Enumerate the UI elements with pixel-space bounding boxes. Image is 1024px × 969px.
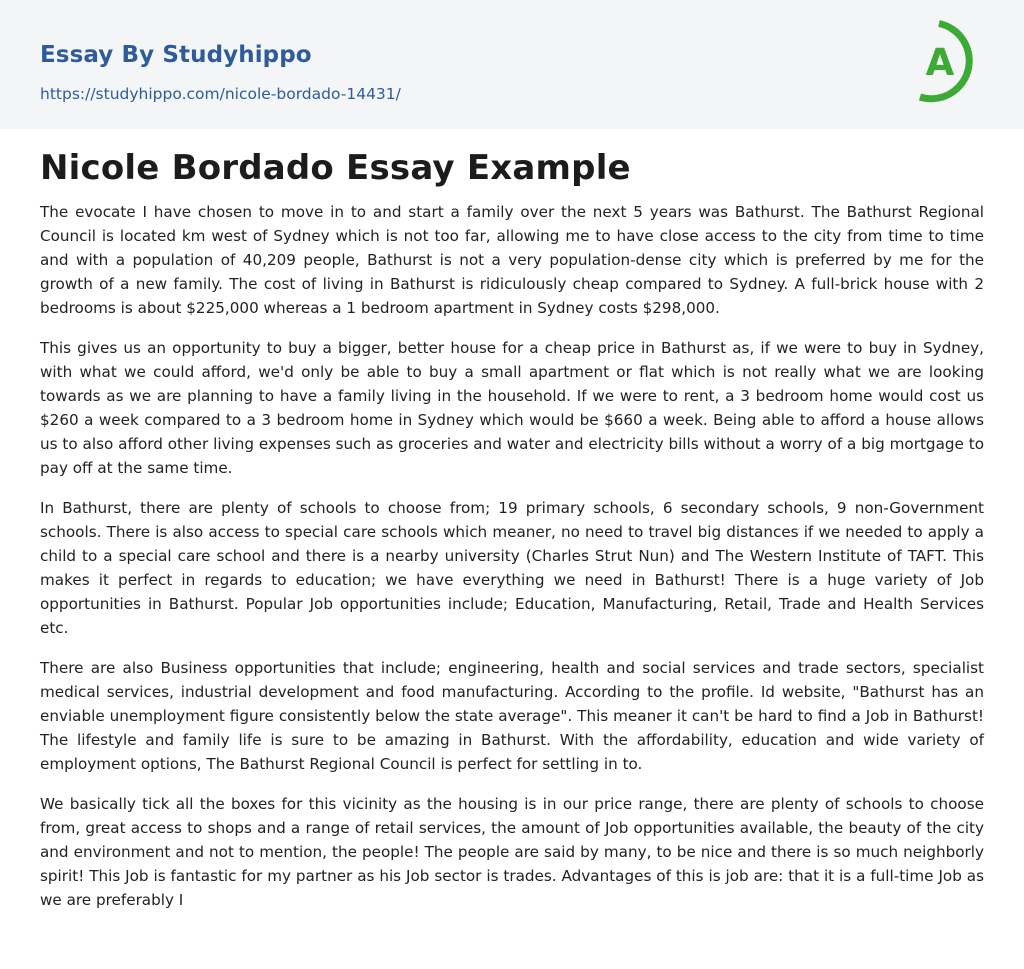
studyhippo-logo-icon[interactable] (910, 18, 988, 106)
essay-body (40, 200, 984, 928)
site-header (0, 0, 1024, 129)
site-brand[interactable]: Essay By Studyhippo (40, 42, 312, 68)
logo-letter: A (925, 41, 955, 84)
essay-paragraph: The evocate I have chosen to move in to and start a family over the next 5 years was Bathurst. The Bathurst Regional Council is located km west of Sydney which is not too far, allowing me to have close access to the city from time to time and with a population of 40,209 people, Bathurst is not a very population-dense city which is preferred by me for the growth of a new family. The cost of living in Bathurst is ridiculously cheap compared to Sydney. A full-brick house with 2 bedrooms is about $225,000 whereas a 1 bedroom apartment in Sydney costs $298,000. (40, 203, 984, 317)
page-url-link[interactable]: https://studyhippo.com/nicole-bordado-14431/ (40, 85, 401, 103)
essay-paragraph: There are also Business opportunities that include; engineering, health and social services and trade sectors, specialist medical services, industrial development and food manufacturing. According to the profile. Id website, "Bathurst has an enviable unemployment figure consistently below the state average". This meaner it can't be hard to find a Job in Bathurst! The lifestyle and family life is sure to be amazing in Bathurst. With the affordability, education and wide variety of employment options, The Bathurst Regional Council is perfect for settling in to. (40, 659, 984, 773)
essay-paragraph: This gives us an opportunity to buy a bigger, better house for a cheap price in Bathurst as, if we were to buy in Sydney, with what we could afford, we'd only be able to buy a small apartment or flat which is not really what we are looking towards as we are planning to have a family living in the household. If we were to rent, a 3 bedroom home would cost us $260 a week compared to a 3 bedroom home in Sydney which would be $660 a week. Being able to afford a house allows us to also afford other living expenses such as groceries and water and electricity bills without a worry of a big mortgage to pay off at the same time. (40, 339, 984, 477)
page-title: Nicole Bordado Essay Example (40, 148, 631, 188)
essay-paragraph: We basically tick all the boxes for this vicinity as the housing is in our price range, there are plenty of schools to choose from, great access to shops and a range of retail services, the amount of Job opportunities available, the beauty of the city and environment and not to mention, the people! The people are said by many, to be nice and there is so much neighborly spirit! This Job is fantastic for my partner as his Job sector is trades. Advantages of this is job are: that it is a full-time Job as we are preferably I (40, 795, 984, 909)
essay-paragraph: In Bathurst, there are plenty of schools to choose from; 19 primary schools, 6 secondary schools, 9 non-Government schools. There is also access to special care schools which meaner, no need to travel big distances if we needed to apply a child to a special care school and there is a nearby university (Charles Strut Nun) and The Western Institute of TAFT. This makes it perfect in regards to education; we have everything we need in Bathurst! There is a huge variety of Job opportunities in Bathurst. Popular Job opportunities include; Education, Manufacturing, Retail, Trade and Health Services etc. (40, 499, 984, 637)
